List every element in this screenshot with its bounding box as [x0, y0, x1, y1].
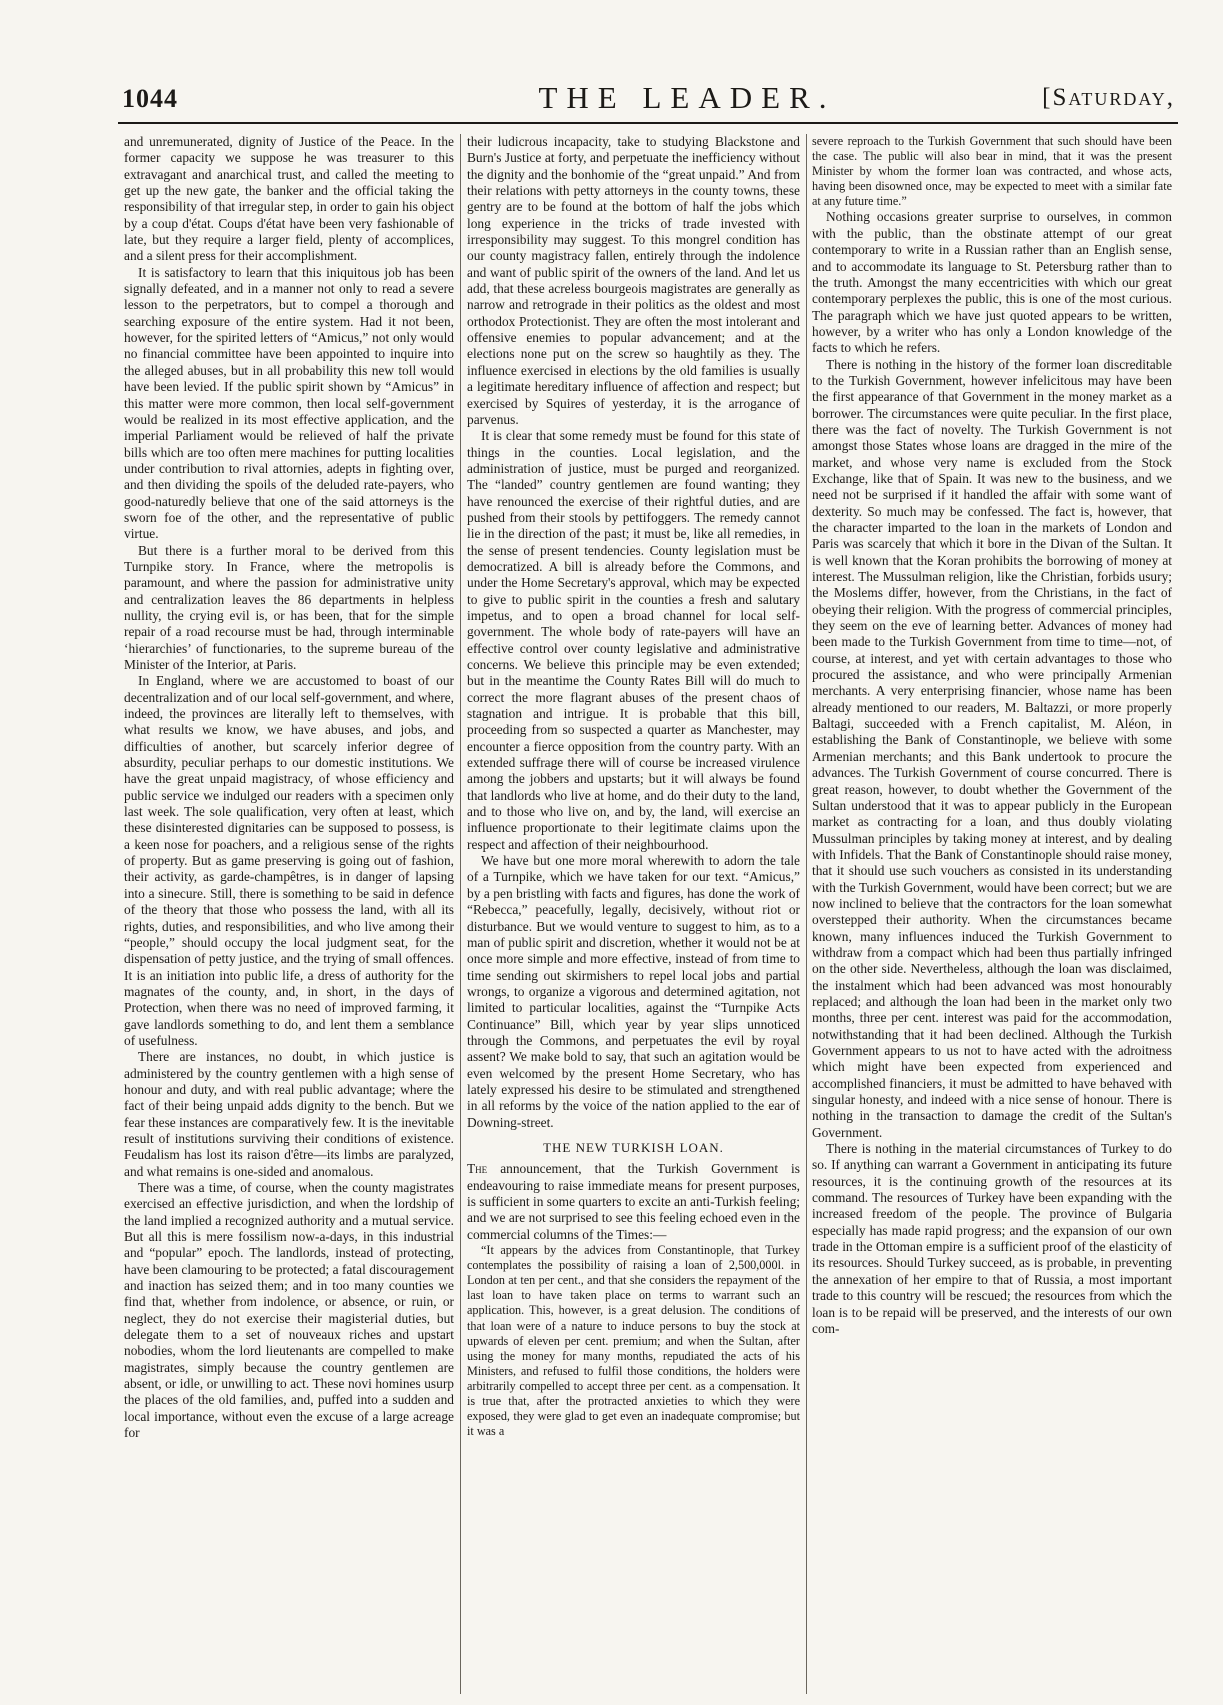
paragraph: But there is a further moral to be derived from this Turnpike story. In France, where the metropolis is paramount, and where the passion for administrative unity and centralization leaves the 86 departments in helpless nullity, the crying evil is, or has been, that for the simple repair of a road recourse must be had, through interminable ‘hierarchies’ of functionaries, to the supreme bureau of the Minister of the Interior, at Paris.: [124, 542, 454, 672]
page-number: 1044: [122, 84, 178, 113]
block-quote: “It appears by the advices from Constantinople, that Turkey contemplates the possibility of raising a loan of 2,500,000l. in London at ten per cent., and that she considers the repayment of the last loan to have taken place on terms to warrant such an application. This, however, is a great delusion. The conditions of that loan were of a nature to induce persons to buy the stock at upwards of eleven per cent. premium; and when the Sultan, after using the money for many months, repudiated the acts of his Ministers, and refused to fulfil those conditions, the holders were arbitrarily compelled to accept three per cent. as a compensation. It is true that, after the protracted anxieties to which they were exposed, they were glad to get even an inadequate compromise; but it was a: [467, 1243, 800, 1439]
lead-word: The: [467, 1161, 488, 1177]
paragraph: There is nothing in the history of the former loan discreditable to the Turkish Government, however infelicitous may have been the first appearance of that Government in the money market as a borrower. The circumstances were quite peculiar. In the first place, there was the fact of novelty. The Turkish Government is not amongst those States whose loans are dragged in the mire of the market, and whose very name is excluded from the Stock Exchange, like that of Spain. It was new to the business, and we need not be surprised if it handled the affair with some want of dexterity. So much may be confessed. The fact is, however, that the character imparted to the loan in the markets of London and Paris was scarcely that which it bore in the Divan of the Sultan. It is well known that the Koran prohibits the borrowing of money at interest. The Mussulman religion, like the Christian, forbids usury; the Moslems differ, however, from the Christians, in the fact of obeying their religion. With the progress of commercial principles, they seem on the eve of learning better. Advances of money had been made to the Turkish Government from time to time—not, of course, at interest, and yet with certain advantages to those who procured the assistance, and who were principally Armenian merchants. A very enterprising financier, whose name has been already mentioned to our readers, M. Baltazzi, or more properly Baltagi, succeeded with a French capitalist, M. Aléon, in establishing the Bank of Constantinople, we believe with some Armenian merchants; and this Bank undertook to procure the advances. The Turkish Government of course concurred. There is great reason, however, to doubt whether the Government of the Sultan understood that it was to appear publicly in the European market as contracting for a loan, and thus doubly violating Mussulman principles by taking money at interest, and by dealing with Infidels. That the Bank of Constantinople should raise money, that it should use such vouchers as consisted in its understanding with the Turkish Government, would have been correct; but we are now inclined to believe that the contractors for the loan somewhat overstepped their authority. When the circumstances became known, many influences induced the Turkish Government to withdraw from a compact which had been thus partially infringed on the other side. Nevertheless, although the loan was disclaimed, the instalment which had been advanced was most honourably replaced; and although the loan had been in the market only two months, three per cent. interest was paid for the accommodation, notwithstanding that it had been declined. Although the Turkish Government appears to us not to have acted with the adroitness which might have been expected from experienced and accomplished financiers, it must be admitted to have behaved with singular honesty, and indeed with a nice sense of honour. There is nothing in the transaction to damage the credit of the Sultan's Government.: [812, 356, 1172, 1140]
paragraph: Nothing occasions greater surprise to ourselves, in common with the public, than the obstinate attempt of our great contemporary to write in a Russian rather than an English sense, and to accommodate its language to St. Petersburg rather than to the truth. Amongst the many eccentricities with which our great contemporary perplexes the public, this is one of the most curious. The paragraph which we have just quoted appears to be written, however, by a writer who has only a London knowledge of the facts to which he refers.: [812, 209, 1172, 356]
paragraph: It is satisfactory to learn that this iniquitous job has been signally defeated, and in a manner not only to read a severe lesson to the perpetrators, but to compel a thorough and searching exposure of the entire system. Had it not been, however, for the spirited letters of “Amicus,” not only would no financial committee have been appointed to inquire into the alleged abuses, but in all probability this new toll would have been levied. If the public spirit shown by “Amicus” in this matter were more common, then local self-government would be realized in its most effective application, and the imperial Parliament would be relieved of half the private bills which are too often mere machines for putting localities under contribution to rival attornies, adepts in fighting over, and then dividing the spoils of the deluded rate-payers, who good-naturedly believe that one of the said attorneys is the sworn foe of the other, and the representative of public virtue.: [124, 264, 454, 542]
paragraph: their ludicrous incapacity, take to studying Blackstone and Burn's Justice at forty, and perpetuate the inefficiency without the dignity and the bonhomie of the “great unpaid.” And from their relations with petty attorneys in the county towns, these gentry are to be found at the bottom of half the jobs which long experience in the tricks of trade invested with irresponsibility may suggest. To this mongrel condition has our county magistracy fallen, entirely through the indolence and want of public spirit of the owners of the land. And let us add, that these acreless bourgeois magistrates are generally as narrow and retrograde in their politics as the oldest and most orthodox Protectionist. They are often the most intolerant and offensive enemies to popular advancement; and at the elections none put on the screw so haughtily as they. The influence exercised in elections by the old families is usually a legitimate hereditary influence of affection and respect; but exercised by Squires of yesterday, it is the arrogance of parvenus.: [467, 134, 800, 427]
paragraph: There was a time, of course, when the county magistrates exercised an effective jurisdiction, and when the lordship of the land implied a recognized authority and a mutual service. But all this is mere fossilism now-a-days, in this industrial and “popular” epoch. The landlords, instead of protecting, have been clamouring to be protected; a fatal discouragement and inaction has seized them; and in too many counties we find that, whether from indolence, or absence, or ruin, or neglect, they do not exercise their magisterial duties, but delegate them to a set of nouveaux riches and upstart nobodies, whom the lord lieutenants are compelled to make magistrates, simply because the country gentlemen are absent, or idle, or unwilling to act. These novi homines usurp the places of the old families, and, puffed into a sudden and local importance, without even the excuse of a large acreage for: [124, 1180, 454, 1441]
paragraph: It is clear that some remedy must be found for this state of things in the counties. Local legislation, and the administration of justice, must be purged and reorganized. The “landed” country gentlemen are found wanting; they have renounced the exercise of their rightful duties, and are pushed from their stools by pettifoggers. The remedy cannot lie in the direction of the past; it must be, like all remedies, in the sense of present tendencies. County legislation must be democratized. A bill is already before the Commons, and under the Home Secretary's approval, which may be expected to give to public spirit in the counties a fresh and salutary impetus, and to open a broad channel for local self-government. The whole body of rate-payers will have an effective control over county legislative and administrative concerns. We believe this principle may be even extended; but in the meantime the County Rates Bill will do much to correct the more flagrant abuses of the present chaos of stagnation and intrigue. It is probable that this bill, proceeding from so suspected a quarter as Manchester, may encounter a fierce opposition from the country party. With an extended suffrage there will of course be increased virulence among the jobbers and upstarts; but it will always be found that landlords who live at home, and do their duty to the land, and to those who live on, and by, the land, will exercise an influence proportionate to their legitimate claims upon the respect and affection of their neighbourhood.: [467, 428, 800, 852]
column-rule: [460, 134, 461, 1694]
column-rule: [806, 134, 807, 1694]
paragraph-text: announcement, that the Turkish Government is endeavouring to raise immediate means for present purposes, is sufficient in some quarters to excite an anti-Turkish feeling; and we are not surprised to see this feeling echoed even in the commercial columns of the Times:—: [467, 1161, 800, 1242]
masthead-title: THE LEADER.: [538, 80, 836, 115]
column-2: [467, 134, 800, 1694]
paragraph: and unremunerated, dignity of Justice of the Peace. In the former capacity we suppose he was treasurer to this extravagant and anarchical trust, and called the meeting to get up the new gate, the banker and the official taking the responsibility of that irregular step, in order to gain his object by a coup d'état. Coups d'état have been very fashionable of late, but they require a larger field, plenty of accomplices, and a silent press for their accomplishment.: [124, 134, 454, 264]
section-heading: THE NEW TURKISH LOAN.: [543, 1139, 724, 1155]
masthead: [122, 78, 1175, 120]
paragraph: We have but one more moral wherewith to adorn the tale of a Turnpike, which we have taken for our text. “Amicus,” by a pen bristling with facts and figures, has done the work of “Rebecca,” peacefully, legally, decisively, without riot or disturbance. But we would venture to suggest to him, as to a man of public spirit and discretion, whether it would not be at once more simple and more effective, instead of from time to time sending out skirmishers to repel local jobs and partial wrongs, to organize a vigorous and determined agitation, not limited to particular localities, against the “Turnpike Acts Continuance” Bill, which year by year slips unnoticed through the Commons, and perpetuates the evil by royal assent? We make bold to say, that such an agitation would be even welcomed by the present Home Secretary, who has lately expressed his desire to be stimulated and strengthened in all reforms by the voice of the nation applied to the ear of Downing-street.: [467, 853, 800, 1130]
column-3: [812, 134, 1172, 1694]
paragraph: There are instances, no doubt, in which justice is administered by the country gentlemen with a high sense of honour and duty, and with real public advantage; where the fact of their being unpaid adds dignity to the bench. But we fear these instances are comparatively few. It is the inevitable result of institutions surviving their conditions of existence. Feudalism has lost its raison d'être—its limbs are paralyzed, and what remains is one-sided and anomalous.: [124, 1049, 454, 1179]
masthead-rule: [118, 122, 1178, 124]
column-1: [124, 134, 454, 1694]
paragraph: [467, 1161, 800, 1243]
block-quote: severe reproach to the Turkish Government that such should have been the case. The public will also bear in mind, that it was the present Minister by whom the former loan was contracted, and whose acts, having been disowned once, may be expected to meet with a similar fate at any future time.”: [812, 134, 1172, 209]
paragraph: There is nothing in the material circumstances of Turkey to do so. If anything can warrant a Government in anticipating its future resources, it is the continuing growth of the resources at its command. The resources of Turkey have been expanding with the increased freedom of the people. The province of Bulgaria especially has made rapid progress; and the expansion of our own trade in the Ottoman empire is a sufficient proof of the elasticity of its resources. Should Turkey succeed, as is probable, in preventing the annexation of her empire to that of Russia, a most important trade to this country will be rescued; the resources from which the loan is to be repaid will be preserved, and the interests of our own com-: [812, 1141, 1172, 1336]
masthead-day: [Saturday,: [1042, 84, 1175, 111]
paragraph: In England, where we are accustomed to boast of our decentralization and of our local self-government, and where, indeed, the provinces are literally left to themselves, with what results we know, we have abuses, and jobs, and difficulties of another, but scarcely inferior degree of absurdity, peculiar perhaps to our domestic institutions. We have the great unpaid magistracy, of whose efficiency and public service we indulged our readers with a specimen only last week. The sole qualification, very often at least, which these disinterested dignitaries can be supposed to possess, is a keen nose for poachers, and a religious sense of the rights of property. But as game preserving is going out of fashion, their activity, as garde-champêtres, is in danger of lapsing into a sinecure. Still, there is something to be said in defence of the theory that those who possess the land, with all its rights, duties, and responsibilities, and who live among their “people,” should occupy the local judgment seat, for the dispensation of petty justice, and the trying of small offences. It is an initiation into public life, a dress of authority for the magnates of the county, and, in short, in the days of Protection, when there was no need of improved farming, it gave landlords something to do, and lent them a semblance of usefulness.: [124, 673, 454, 1048]
